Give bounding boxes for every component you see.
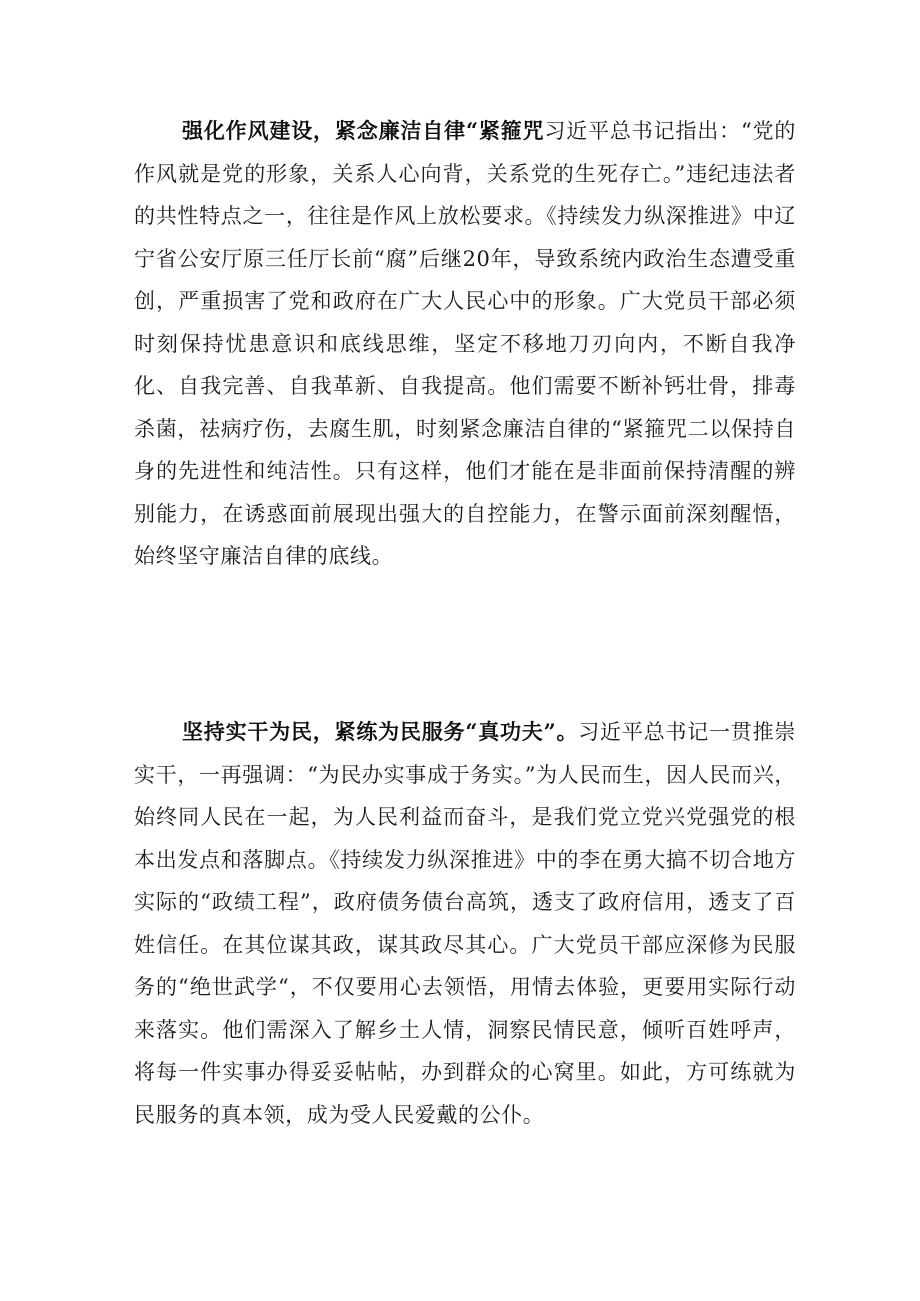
paragraph-serve-people xyxy=(134,711,796,1136)
paragraph-work-style xyxy=(134,110,796,578)
paragraph-body: 习近平总书记一贯推崇实干，一再强调：“为民办实事成于务实。”为人民而生，因人民而兴，始终同人民在一起，为人民利益而奋斗，是我们党立党兴党强党的根本出发点和落脚点。《持续发力纵深推进》中的李在勇大搞不切合地方实际的“政绩工程”，政府债务债台高筑，透支了政府信用，透支了百姓信任。在其位谋其政，谋其政尽其心。广大党员干部应深修为民服务的“绝世武学“，不仅要用心去领悟，用情去体验，更要用实际行动来落实。他们需深入了解乡土人情，洞察民情民意，倾听百姓呼声，将每一件实事办得妥妥帖帖，办到群众的心窝里。如此，方可练就为民服务的真本领，成为受人民爱戴的公仆。 xyxy=(134,720,796,1127)
paragraph-lead: 强化作风建设，紧念廉洁自律“紧箍咒 xyxy=(182,118,545,143)
paragraph-lead: 坚持实干为民，紧练为民服务“真功夫”。 xyxy=(182,719,579,744)
paragraph-body: 习近平总书记指出：“党的作风就是党的形象，关系人心向背，关系党的生死存亡。”违纪违法者的共性特点之一，往往是作风上放松要求。《持续发力纵深推进》中辽宁省公安厅原三任厅长前“腐”后继20年，导致系统内政治生态遭受重创，严重损害了党和政府在广大人民心中的形象。广大党员干部必须时刻保持忧患意识和底线思维，坚定不移地刀刃向内，不断自我净化、自我完善、自我革新、自我提高。他们需要不断补钙壮骨，排毒杀菌，祛病疗伤，去腐生肌，时刻紧念廉洁自律的“紧箍咒二以保持自身的先进性和纯洁性。只有这样，他们才能在是非面前保持清醒的辨别能力，在诱惑面前展现出强大的自控能力，在警示面前深刻醒悟，始终坚守廉洁自律的底线。 xyxy=(134,119,797,568)
